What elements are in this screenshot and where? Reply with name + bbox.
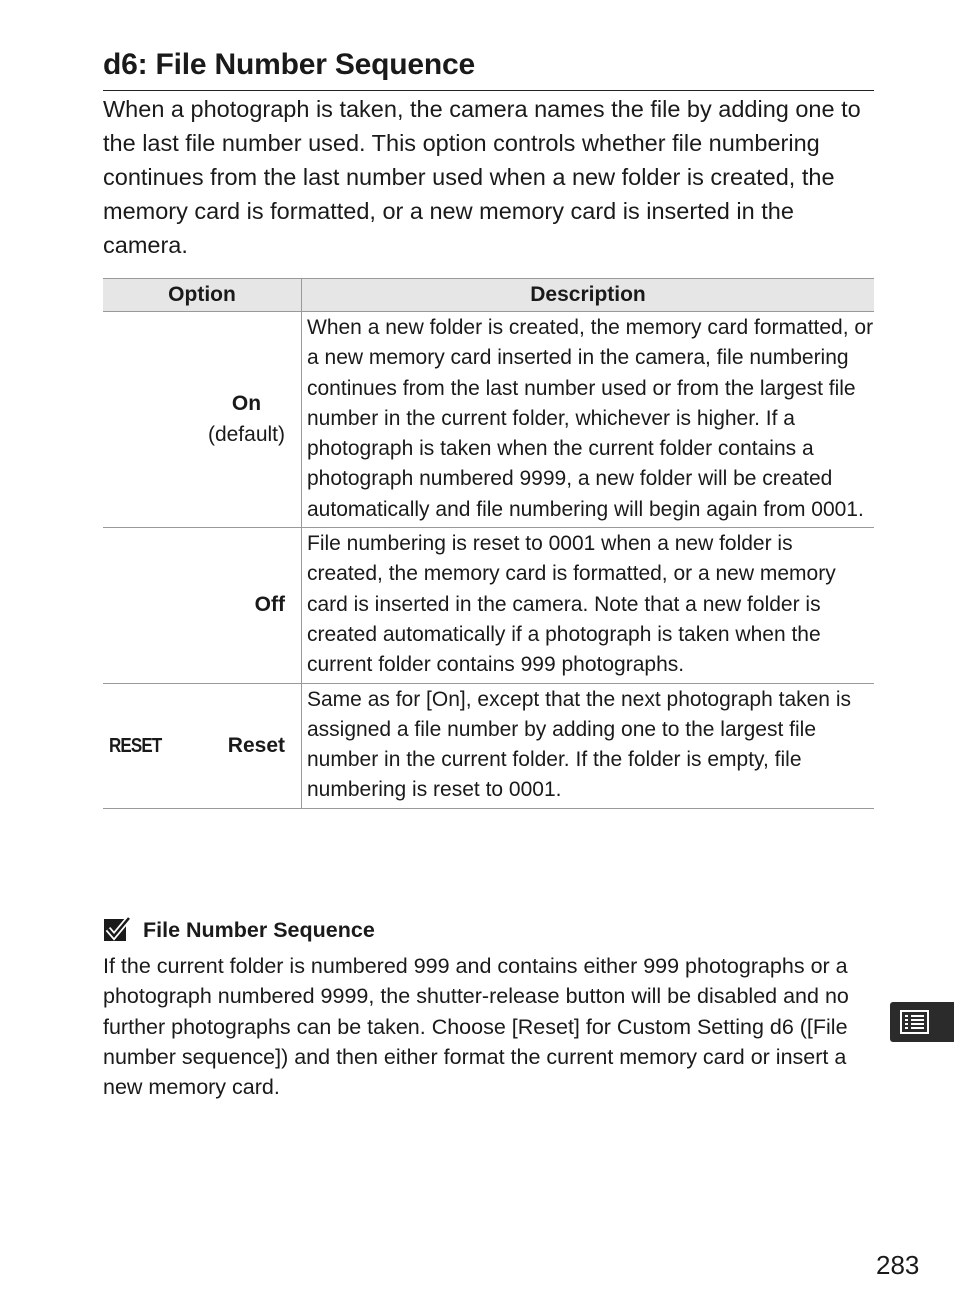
title-divider [103,90,874,91]
option-description-on: When a new folder is created, the memory card formatted, or a new memory card inserted in the camera, file numbering continues from the last number used or from the largest file number in the current folder, whichever is higher. If a photograph is taken when the current folder contains a photograph numbered 9999, a new folder will be created automatically and file numbering will begin again from 0001. [302,312,875,528]
table-row [103,528,874,683]
option-name-off: Off [254,593,285,617]
note-title: File Number Sequence [143,917,375,942]
option-description-reset: Same as for [On], except that the next photograph taken is assigned a file number by adding one to the largest file number in the current folder. If the folder is empty, file numbering is reset to 0001. [302,683,875,808]
option-description-off: File numbering is reset to 0001 when a new folder is created, the memory card is formatted, or a new memory card is inserted in the camera. Note that a new folder is created automatically if a photograph is taken when the current folder contains 999 photographs. [302,528,875,683]
option-cell [103,528,302,683]
page-number: 283 [876,1250,920,1280]
option-default-note: (default) [207,422,285,446]
table-row [103,683,874,808]
menu-list-icon [890,1029,954,1046]
intro-paragraph: When a photograph is taken, the camera names the file by adding one to the last file number used. This option controls whether file numbering continues from the last number used when a new folder is created, the memory card is formatted, or a new memory card is inserted in the camera. [103,96,861,258]
description-column-header: Description [302,279,875,312]
options-table [103,278,874,809]
section-tab [890,1002,954,1042]
option-cell [103,312,302,528]
table-row [103,312,874,528]
option-cell [103,683,302,808]
note-heading [103,916,375,944]
option-name-on: On [231,392,262,416]
note-body: If the current folder is numbered 999 and contains either 999 photographs or a photograph numbered 9999, the shutter-release button will be disabled and no further photographs can be taken. Choose [Reset] for Custom Setting d6 ([File number sequence]) and then either format the current memory card or insert a new memory card. [103,954,849,1100]
page-title: d6: File Number Sequence [103,48,475,81]
option-column-header: Option [103,279,302,312]
check-icon [103,916,131,944]
option-name-reset: Reset [227,733,285,757]
reset-icon: RESET [109,734,162,757]
table-header-row [103,279,874,312]
